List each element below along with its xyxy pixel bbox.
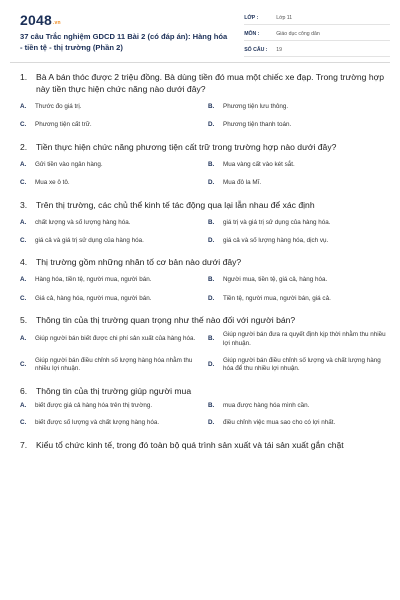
option-b[interactable]	[208, 103, 386, 111]
meta-key: LỚP :	[244, 15, 259, 21]
question-text: Thị trường gồm những nhân tố cơ bản nào dưới đây?	[36, 257, 242, 268]
option-c[interactable]	[20, 357, 198, 374]
meta-value: 19	[276, 47, 282, 53]
option-c[interactable]	[20, 419, 198, 427]
option-d[interactable]	[208, 121, 386, 129]
option-b[interactable]	[208, 276, 386, 284]
option-a[interactable]	[20, 161, 198, 169]
question-number: 1.	[20, 72, 28, 82]
logo-suffix: .vn	[52, 20, 61, 26]
site-logo[interactable]	[20, 12, 230, 28]
question-text: Tiền thực hiện chức năng phương tiện cất trữ trong trường hợp nào dưới đây?	[36, 141, 337, 152]
option-a[interactable]	[20, 402, 198, 410]
option-letter: A.	[20, 218, 27, 226]
option-text: giá cả và giá trị sử dụng của hàng hóa.	[35, 237, 144, 245]
option-letter: A.	[20, 103, 27, 110]
option-letter: C.	[20, 294, 27, 302]
question-list	[0, 63, 400, 451]
option-letter: D.	[208, 121, 215, 129]
option-letter: B.	[208, 103, 215, 110]
option-letter: D.	[208, 179, 215, 187]
header-left	[20, 12, 230, 62]
option-b[interactable]	[208, 402, 386, 410]
option-text: Phương tiện thanh toán.	[223, 121, 292, 129]
option-text: Người mua, tiền tệ, giá cả, hàng hóa.	[223, 276, 328, 284]
option-letter: C.	[20, 121, 27, 129]
option-a[interactable]	[20, 331, 198, 348]
question-number: 4.	[20, 257, 28, 268]
option-b[interactable]	[208, 219, 386, 227]
question-number: 2.	[20, 141, 28, 152]
meta-panel	[244, 12, 390, 62]
question-7	[20, 439, 386, 451]
option-text: mua được hàng hóa mình cần.	[223, 401, 310, 409]
logo-text: 2048	[20, 12, 52, 28]
option-text: Giúp người bán điều chỉnh số lượng hàng hóa nhằm thu nhiều lợi nhuận.	[35, 357, 193, 373]
document-header	[0, 0, 400, 62]
question-number: 3.	[20, 199, 28, 210]
option-letter: D.	[208, 237, 215, 245]
option-letter: C.	[20, 237, 27, 245]
option-letter: B.	[208, 335, 215, 343]
option-text: Giúp người bán biết được chi phí sản xuất của hàng hóa.	[35, 335, 196, 343]
option-text: Phương tiện lưu thông.	[223, 103, 289, 110]
option-a[interactable]	[20, 219, 198, 227]
option-text: giá cả và số lượng hàng hóa, dịch vụ.	[223, 237, 329, 245]
question-2	[20, 141, 386, 188]
question-text: Kiểu tổ chức kinh tế, trong đó toàn bộ quá trình sản xuất và tái sản xuất gắn chặt	[36, 439, 344, 450]
option-c[interactable]	[20, 121, 198, 129]
option-text: Phương tiện cất trữ.	[35, 121, 92, 129]
option-text: Thước đo giá trị.	[35, 103, 82, 110]
option-letter: C.	[20, 179, 27, 187]
option-text: giá trị và giá trị sử dụng của hàng hóa.	[223, 218, 331, 226]
option-letter: A.	[20, 276, 27, 284]
option-b[interactable]	[208, 331, 386, 348]
option-d[interactable]	[208, 237, 386, 245]
meta-row-subject	[244, 28, 390, 41]
option-text: Mua đô la Mĩ.	[223, 179, 262, 187]
option-c[interactable]	[20, 179, 198, 187]
option-text: chất lượng và số lượng hàng hóa.	[35, 218, 131, 226]
option-text: Mua vàng cất vào két sắt.	[223, 160, 295, 168]
meta-value: Lớp 11	[276, 15, 293, 21]
question-number: 6.	[20, 385, 28, 396]
option-a[interactable]	[20, 276, 198, 284]
option-letter: D.	[208, 419, 215, 427]
meta-row-class	[244, 12, 390, 25]
option-letter: B.	[208, 218, 215, 226]
option-letter: C.	[20, 419, 27, 427]
question-number: 7.	[20, 439, 28, 450]
meta-key: MÔN :	[244, 31, 260, 37]
option-d[interactable]	[208, 179, 386, 187]
option-d[interactable]	[208, 419, 386, 427]
option-letter: B.	[208, 276, 215, 284]
option-letter: B.	[208, 160, 215, 168]
option-letter: D.	[208, 361, 215, 369]
option-text: biết được số lượng và chất lượng hàng hóa.	[35, 419, 160, 427]
question-5	[20, 314, 386, 374]
option-text: điều chỉnh việc mua sao cho có lợi nhất.	[223, 419, 336, 427]
option-text: Gửi tiền vào ngân hàng.	[35, 160, 103, 168]
page-title: 37 câu Trắc nghiệm GDCD 11 Bài 2 (có đáp án): Hàng hóa - tiền tệ - thị trường (Phần 2)	[20, 32, 228, 52]
option-b[interactable]	[208, 161, 386, 169]
option-letter: D.	[208, 294, 215, 302]
option-letter: A.	[20, 401, 27, 409]
option-c[interactable]	[20, 237, 198, 245]
option-letter: A.	[20, 160, 27, 168]
question-4	[20, 256, 386, 303]
question-text: Thông tin của thị trường quan trọng như thế nào đối với người bán?	[36, 315, 296, 326]
option-text: Tiền tệ, người mua, người bán, giá cả.	[223, 294, 331, 302]
question-1	[20, 71, 386, 130]
meta-row-count	[244, 44, 390, 57]
question-number: 5.	[20, 315, 28, 326]
option-letter: B.	[208, 401, 215, 409]
option-d[interactable]	[208, 295, 386, 303]
option-letter: C.	[20, 361, 27, 369]
question-text: Thông tin của thị trường giúp người mua	[36, 385, 192, 396]
meta-value: Giáo dục công dân	[276, 31, 320, 37]
option-c[interactable]	[20, 295, 198, 303]
option-text: biết được giá cả hàng hóa trên thị trường.	[35, 401, 153, 409]
option-text: Mua xe ô tô.	[35, 179, 70, 187]
question-text: Bà A bán thóc được 2 triệu đồng. Bà dùng tiền đó mua một chiếc xe đạp. Trong trường hợp này tiền thực hiện chức năng nào dưới đây?	[36, 72, 385, 94]
option-text: Giá cả, hàng hóa, người mua, người bán.	[35, 294, 152, 302]
option-a[interactable]	[20, 103, 198, 111]
question-6	[20, 385, 386, 428]
option-d[interactable]	[208, 357, 386, 374]
meta-key: SỐ CÂU :	[244, 47, 268, 53]
option-letter: A.	[20, 335, 27, 343]
question-3	[20, 199, 386, 246]
option-text: Giúp người bán đưa ra quyết định kịp thời nhằm thu nhiều lợi nhuận.	[223, 331, 386, 347]
option-text: Giúp người bán điều chỉnh số lượng và chất lượng hàng hóa để thu nhiều lợi nhuận.	[223, 357, 381, 373]
option-text: Hàng hóa, tiền tệ, người mua, người bán.	[35, 276, 152, 284]
question-text: Trên thị trường, các chủ thể kinh tế tác động qua lại lẫn nhau để xác định	[36, 199, 315, 210]
